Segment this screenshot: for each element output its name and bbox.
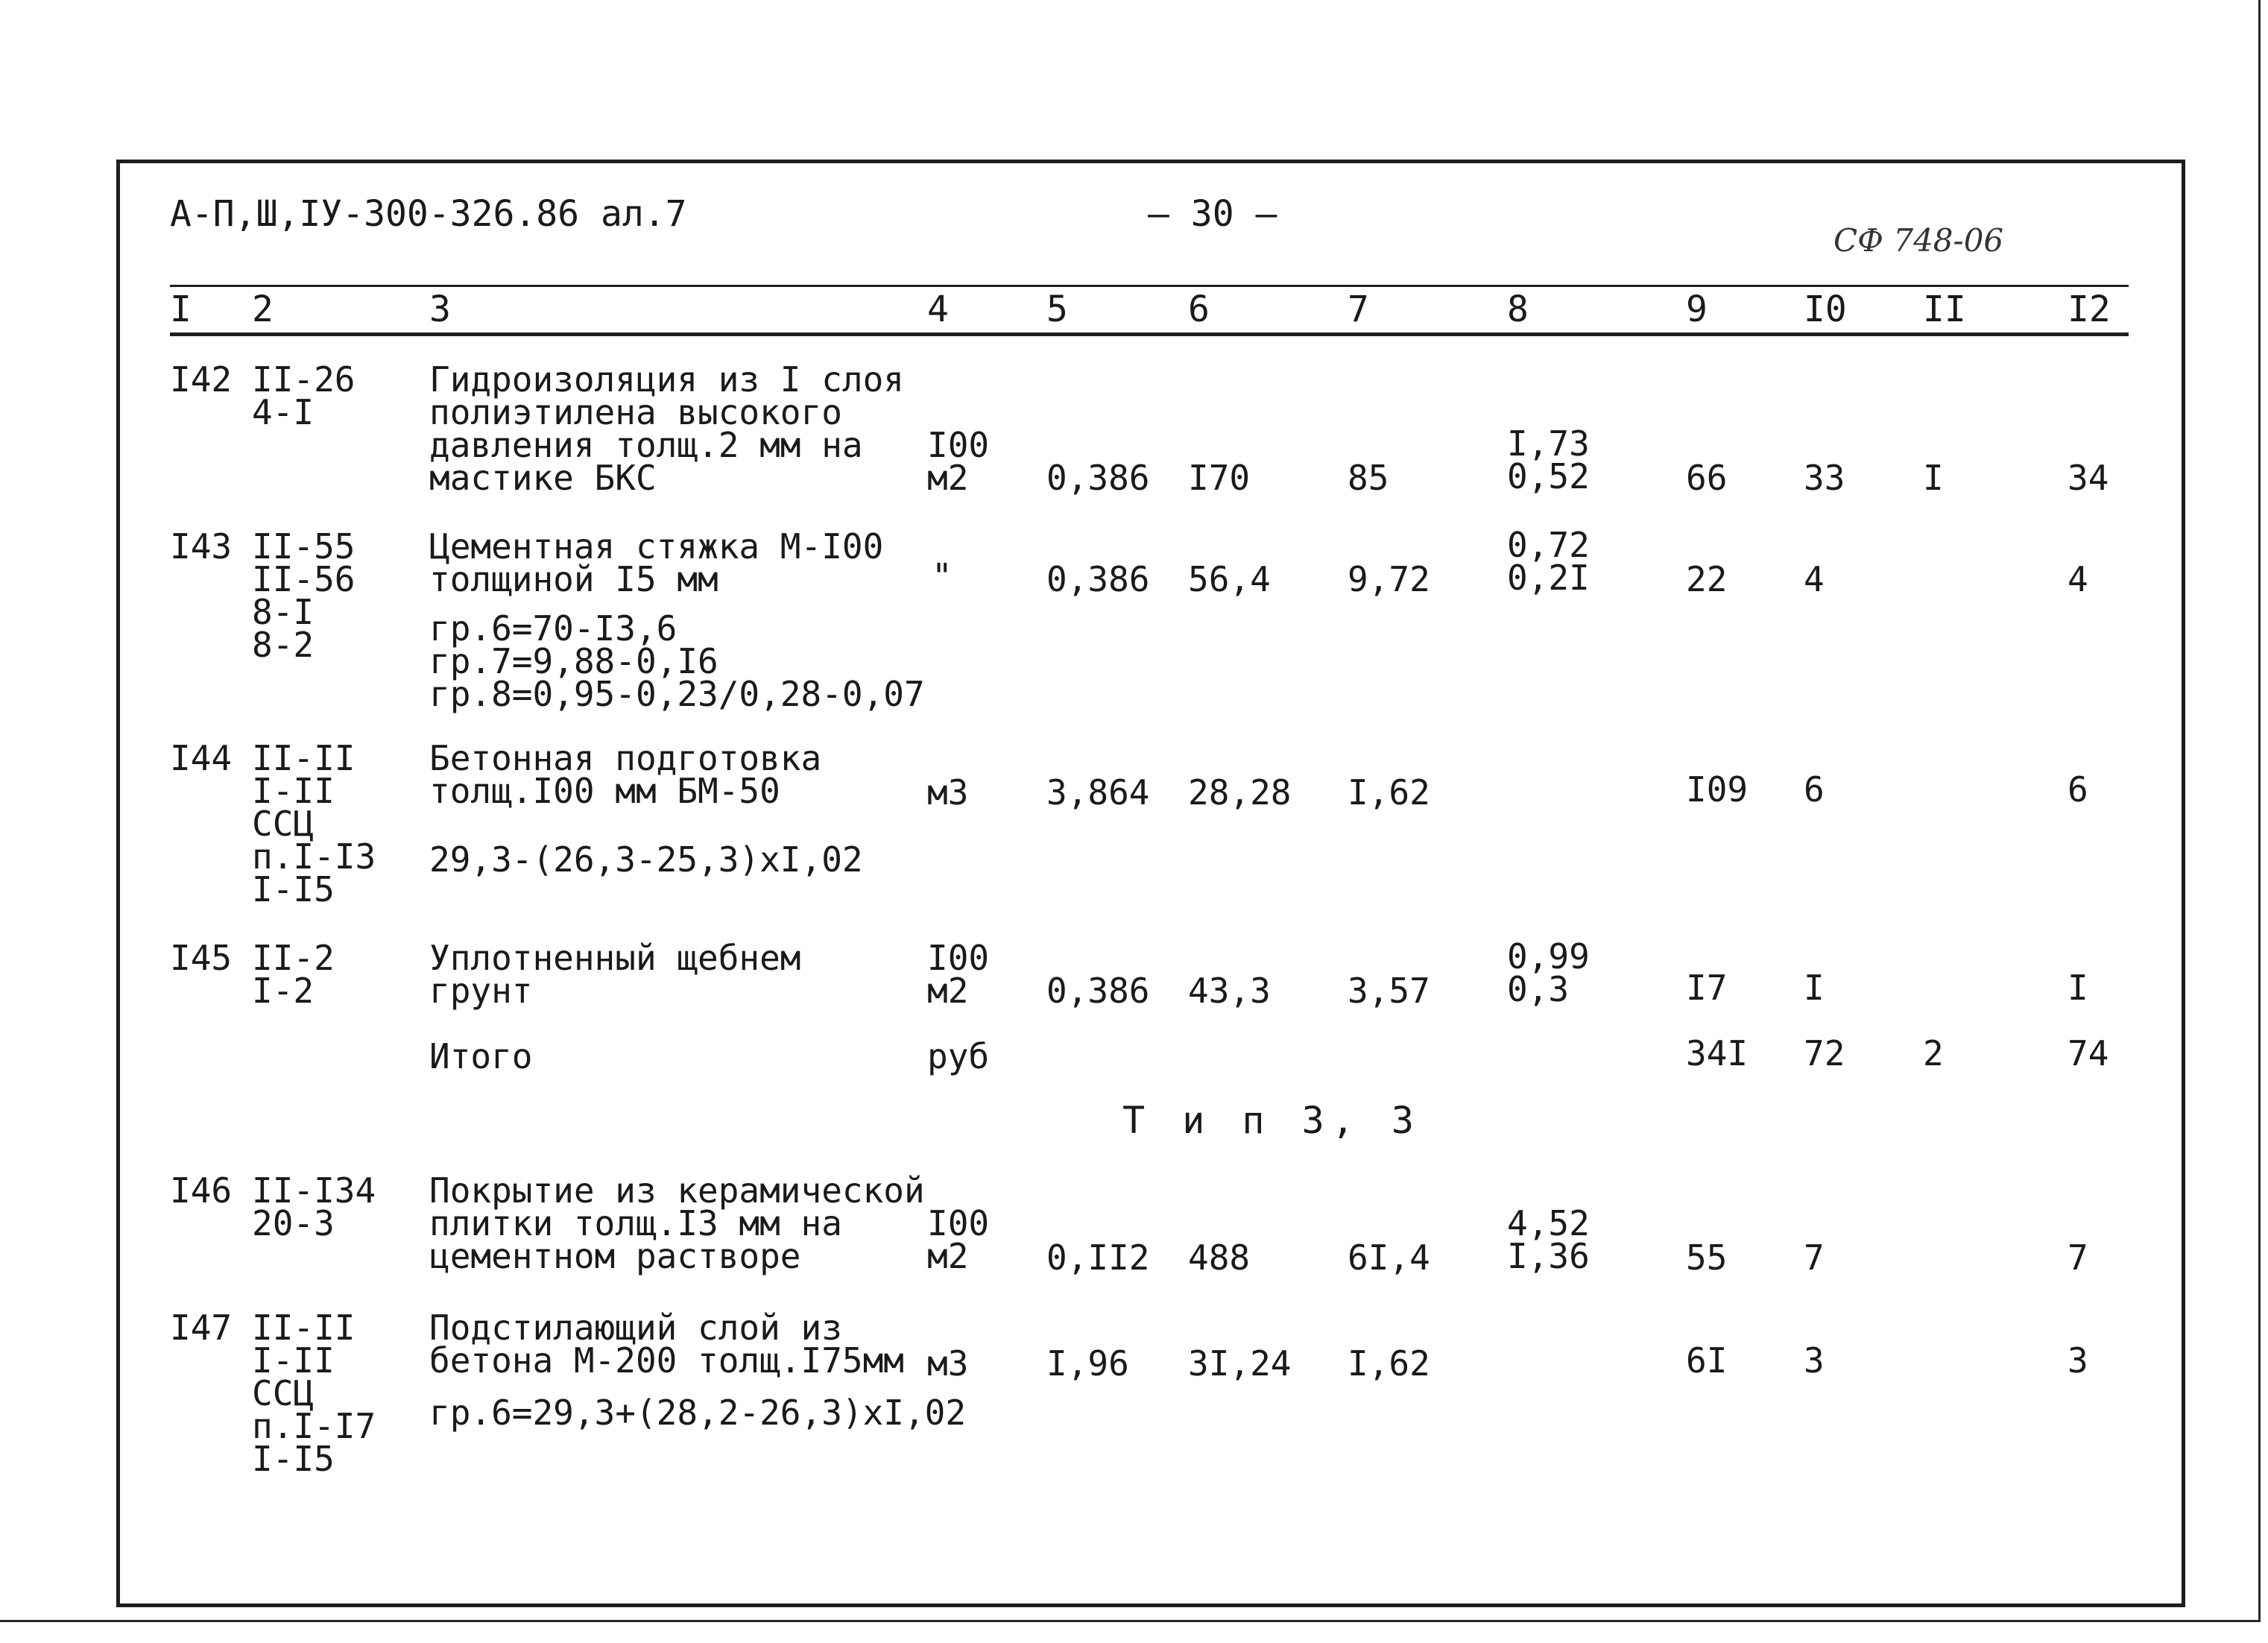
section-title: Т и п 3, 3 — [1122, 1099, 1422, 1142]
quantity: 0,386 — [1046, 559, 1150, 599]
work-description: Цементная стяжка М-I00 — [429, 526, 884, 567]
row-number: I47 — [170, 1308, 233, 1348]
sum-total: 74 — [2068, 1033, 2109, 1073]
col-header-6: 6 — [1188, 288, 1210, 330]
col-header-7: 7 — [1348, 288, 1369, 330]
unit: I00 — [927, 1203, 990, 1243]
total-cost: I09 — [1686, 769, 1749, 810]
norm-code: п.I-I3 — [252, 836, 376, 877]
subtotal-label: Итого — [429, 1036, 533, 1076]
wage-total: 4 — [1804, 559, 1825, 599]
sum-total: 3 — [2068, 1340, 2088, 1381]
calc-note: 29,3-(26,3-25,3)хI,02 — [429, 839, 863, 880]
machine-value: 4,52 — [1507, 1203, 1590, 1243]
total-cost: 22 — [1686, 559, 1728, 599]
page-frame — [116, 160, 2185, 1607]
unit: м3 — [927, 1343, 969, 1384]
work-description: Подстилающий слой из — [429, 1308, 842, 1348]
total-cost: I7 — [1686, 968, 1728, 1008]
quantity: 0,386 — [1046, 458, 1150, 498]
machine-value: 0,3 — [1507, 969, 1570, 1009]
wage-value: I,62 — [1348, 772, 1430, 813]
col-header-5: 5 — [1046, 288, 1068, 330]
work-description: Гидроизоляция из I слоя — [429, 359, 904, 400]
unit-ditto: " — [932, 556, 953, 596]
norm-code: 4-I — [252, 392, 315, 432]
unit: м3 — [927, 772, 969, 813]
col-header-10: I0 — [1804, 288, 1847, 330]
calc-note: гр.6=70-I3,6 — [429, 608, 677, 649]
work-description: мастике БКС — [429, 458, 657, 498]
wage-total: I — [1804, 968, 1825, 1008]
norm-code: I-II — [252, 771, 335, 811]
work-description: полиэтилена высокого — [429, 392, 842, 432]
norm-code: II-I34 — [252, 1170, 376, 1211]
total-cost: 55 — [1686, 1237, 1728, 1278]
unit-price: 56,4 — [1188, 559, 1271, 599]
work-description: цементном растворе — [429, 1236, 801, 1276]
unit-price: 3I,24 — [1188, 1343, 1292, 1384]
work-description: грунт — [429, 971, 533, 1011]
unit-price: 43,3 — [1188, 971, 1271, 1011]
machine-value: I,73 — [1507, 423, 1590, 464]
col-header-9: 9 — [1686, 288, 1708, 330]
work-description: толщ.I00 мм БМ-50 — [429, 771, 780, 811]
norm-code: I-I5 — [252, 1439, 335, 1479]
norm-code: ССЦ — [252, 804, 315, 844]
wage-value: 85 — [1348, 458, 1389, 498]
wage-total: 7 — [1804, 1237, 1825, 1278]
calc-note: гр.6=29,3+(28,2-26,3)хI,02 — [429, 1393, 967, 1433]
norm-code: I-2 — [252, 971, 315, 1011]
total-cost: 34I — [1686, 1033, 1749, 1073]
sum-total: 7 — [2068, 1237, 2088, 1278]
unit: руб — [927, 1036, 990, 1076]
calc-note: гр.8=0,95-0,23/0,28-0,07 — [429, 674, 925, 714]
col-header-1: I — [170, 288, 192, 330]
work-description: Уплотненный щебнем — [429, 938, 801, 978]
row-number: I44 — [170, 738, 233, 778]
work-description: Бетонная подготовка — [429, 738, 822, 778]
norm-code: ССЦ — [252, 1373, 315, 1413]
norm-code: II-26 — [252, 359, 356, 400]
unit: м2 — [927, 1236, 969, 1276]
row-number: I42 — [170, 359, 233, 400]
wage-value: 6I,4 — [1348, 1237, 1430, 1278]
quantity: I,96 — [1046, 1343, 1129, 1384]
wage-total: 3 — [1804, 1340, 1825, 1381]
wage-total: 72 — [1804, 1033, 1845, 1073]
work-description: плитки толщ.I3 мм на — [429, 1203, 842, 1243]
machine-value: 0,2I — [1507, 558, 1590, 598]
norm-code: II-II — [252, 738, 356, 778]
unit-price: 28,28 — [1188, 772, 1292, 813]
unit-price: I70 — [1188, 458, 1251, 498]
sum-total: 34 — [2068, 458, 2109, 498]
handwritten-stamp: СФ 748-06 — [1833, 222, 2004, 259]
norm-code: 8-I — [252, 592, 315, 632]
work-description: Покрытие из керамической — [429, 1170, 925, 1211]
unit: м2 — [927, 458, 969, 498]
unit: м2 — [927, 971, 969, 1011]
sum-total: I — [2068, 968, 2088, 1008]
quantity: 0,386 — [1046, 971, 1150, 1011]
machine-value: I,36 — [1507, 1236, 1590, 1276]
calc-note: гр.7=9,88-0,I6 — [429, 641, 718, 681]
norm-code: 8-2 — [252, 625, 315, 665]
work-description: толщиной I5 мм — [429, 559, 718, 599]
total-cost: 6I — [1686, 1340, 1728, 1381]
row-number: I43 — [170, 526, 233, 567]
wage-total: 6 — [1804, 769, 1825, 810]
col-header-11: II — [1923, 288, 1966, 330]
wage-total: 33 — [1804, 458, 1845, 498]
total-cost: 66 — [1686, 458, 1728, 498]
sum-total: 4 — [2068, 559, 2088, 599]
quantity: 0,II2 — [1046, 1237, 1150, 1278]
norm-code: II-2 — [252, 938, 335, 978]
sum-total: 6 — [2068, 769, 2088, 810]
unit-price: 488 — [1188, 1237, 1251, 1278]
norm-code: п.I-I7 — [252, 1406, 376, 1446]
wage-value: I,62 — [1348, 1343, 1430, 1384]
col-header-3: 3 — [429, 288, 451, 330]
work-description: давления толщ.2 мм на — [429, 425, 863, 465]
norm-code: II-II — [252, 1308, 356, 1348]
wage-value: 3,57 — [1348, 971, 1430, 1011]
col-header-8: 8 — [1507, 288, 1529, 330]
row-number: I45 — [170, 938, 233, 978]
norm-code: II-55 — [252, 526, 356, 567]
norm-code: II-56 — [252, 559, 356, 599]
machine-value: 0,52 — [1507, 456, 1590, 496]
header-bottom-rule — [170, 332, 2129, 336]
col-header-12: I2 — [2068, 288, 2111, 330]
machine-total: I — [1923, 458, 1944, 498]
norm-code: 20-3 — [252, 1203, 335, 1243]
quantity: 3,864 — [1046, 772, 1150, 813]
work-description: бетона М-200 толщ.I75мм — [429, 1340, 904, 1381]
header-top-rule — [170, 285, 2129, 287]
col-header-4: 4 — [927, 288, 949, 330]
machine-value: 0,99 — [1507, 936, 1590, 977]
doc-code: А-П,Ш,IУ-300-326.86 ал.7 — [170, 193, 687, 235]
machine-value: 0,72 — [1507, 525, 1590, 565]
unit: I00 — [927, 425, 990, 465]
page-number: – 30 – — [1148, 193, 1277, 235]
row-number: I46 — [170, 1170, 233, 1211]
norm-code: I-I5 — [252, 869, 335, 909]
wage-value: 9,72 — [1348, 559, 1430, 599]
norm-code: I-II — [252, 1340, 335, 1381]
machine-total: 2 — [1923, 1033, 1944, 1073]
unit: I00 — [927, 938, 990, 978]
col-header-2: 2 — [252, 288, 274, 330]
